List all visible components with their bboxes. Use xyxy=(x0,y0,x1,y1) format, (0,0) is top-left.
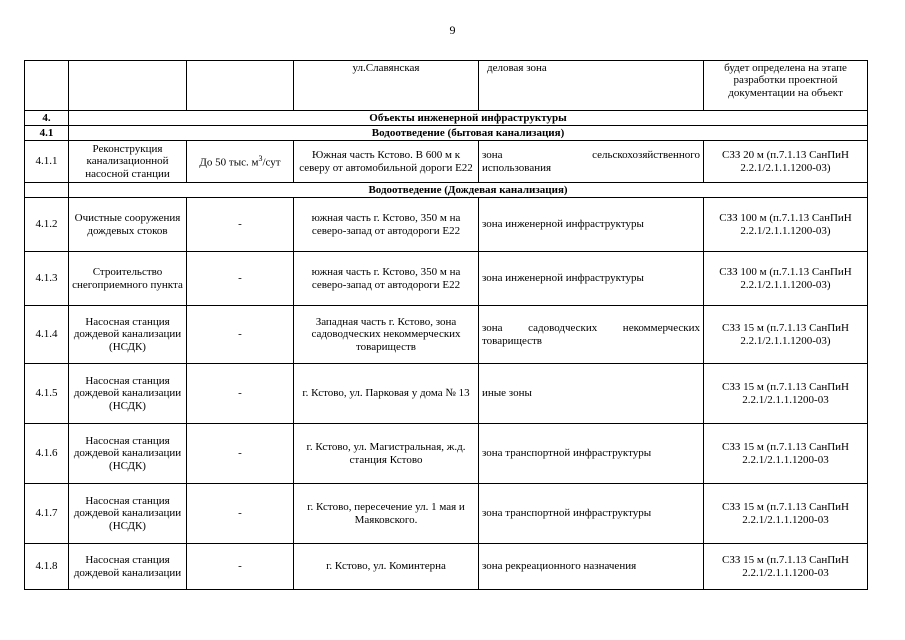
cell-location: г. Кстово, ул. Магистральная, ж.д. станция Кстово xyxy=(294,424,479,484)
cell-szz: СЗЗ 100 м (п.7.1.13 СанПиН 2.2.1/2.1.1.1200-03) xyxy=(704,198,868,252)
table-row xyxy=(25,364,868,424)
table-row xyxy=(25,306,868,364)
table-row xyxy=(25,141,868,183)
cell-location: Западная часть г. Кстово, зона садоводческих некоммерческих товариществ xyxy=(294,306,479,364)
cell-zone: зона садоводческих некоммерческих товариществ xyxy=(479,306,704,364)
cell-name: Насосная станция дождевой канализации (НСДК) xyxy=(69,306,187,364)
page-number: 9 xyxy=(449,23,456,37)
cell-name: Насосная станция дождевой канализации (НСДК) xyxy=(69,484,187,544)
cell-szz: СЗЗ 15 м (п.7.1.13 СанПиН 2.2.1/2.1.1.1200-03) xyxy=(704,306,868,364)
cell-capacity: - xyxy=(187,424,294,484)
cell-szz: будет определена на этапе разработки проектной документации на объект xyxy=(704,61,868,111)
cell-capacity: - xyxy=(187,306,294,364)
table-row xyxy=(25,484,868,544)
cell-location: южная часть г. Кстово, 350 м на северо-запад от автодороги Е22 xyxy=(294,198,479,252)
cell-szz: СЗЗ 100 м (п.7.1.13 СанПиН 2.2.1/2.1.1.1200-03) xyxy=(704,252,868,306)
cell-zone: зона транспортной инфраструктуры xyxy=(479,424,704,484)
cell-zone: зона рекреационного назначения xyxy=(479,544,704,590)
subheader-spacer xyxy=(25,183,69,198)
section-title: Объекты инженерной инфраструктуры xyxy=(69,111,868,126)
table-row xyxy=(25,544,868,590)
cell-szz: СЗЗ 15 м (п.7.1.13 СанПиН 2.2.1/2.1.1.1200-03 xyxy=(704,544,868,590)
cell-capacity: - xyxy=(187,544,294,590)
cell-location: южная часть г. Кстово, 350 м на северо-запад от автодороги Е22 xyxy=(294,252,479,306)
table-row xyxy=(25,252,868,306)
section-row xyxy=(25,111,868,126)
table-row xyxy=(25,198,868,252)
capacity-unit: /сут xyxy=(262,157,281,170)
cell-name: Насосная станция дождевой канализации (НСДК) xyxy=(69,364,187,424)
cell-name: Реконструкция канализационной насосной станции xyxy=(69,141,187,183)
table-row xyxy=(25,424,868,484)
cell-szz: СЗЗ 20 м (п.7.1.13 СанПиН 2.2.1/2.1.1.1200-03) xyxy=(704,141,868,183)
cell-capacity: - xyxy=(187,198,294,252)
cell-name: Насосная станция дождевой канализации xyxy=(69,544,187,590)
cell-name xyxy=(69,61,187,111)
table-row xyxy=(25,61,868,111)
cell-num: 4.1.5 xyxy=(25,364,69,424)
cell-szz: СЗЗ 15 м (п.7.1.13 СанПиН 2.2.1/2.1.1.1200-03 xyxy=(704,484,868,544)
cell-num xyxy=(25,61,69,111)
cell-capacity xyxy=(187,141,294,183)
cell-name: Строительство снегоприемного пункта xyxy=(69,252,187,306)
cell-num: 4.1.2 xyxy=(25,198,69,252)
cell-num: 4.1.7 xyxy=(25,484,69,544)
cell-location: г. Кстово, ул. Коминтерна xyxy=(294,544,479,590)
cell-zone: зона сельскохозяйственного использования xyxy=(479,141,704,183)
cell-num: 4.1.1 xyxy=(25,141,69,183)
capacity-exponent: 3 xyxy=(258,154,263,164)
cell-capacity xyxy=(187,61,294,111)
cell-name: Насосная станция дождевой канализации (НСДК) xyxy=(69,424,187,484)
infrastructure-table xyxy=(24,60,868,590)
cell-num: 4.1.6 xyxy=(25,424,69,484)
cell-location: Южная часть Кстово. В 600 м к северу от автомобильной дороги Е22 xyxy=(294,141,479,183)
cell-num: 4.1.8 xyxy=(25,544,69,590)
cell-zone: деловая зона xyxy=(479,61,704,111)
cell-name: Очистные сооружения дождевых стоков xyxy=(69,198,187,252)
subheader-rain: Водоотведение (Дождевая канализация) xyxy=(69,183,868,198)
subheader-row xyxy=(25,183,868,198)
cell-location: г. Кстово, пересечение ул. 1 мая и Маяковского. xyxy=(294,484,479,544)
subsection-number: 4.1 xyxy=(25,126,69,141)
cell-zone: зона инженерной инфраструктуры xyxy=(479,252,704,306)
subsection-row xyxy=(25,126,868,141)
cell-capacity: - xyxy=(187,484,294,544)
cell-zone: зона транспортной инфраструктуры xyxy=(479,484,704,544)
cell-capacity: - xyxy=(187,252,294,306)
capacity-value: До 50 тыс. м xyxy=(199,157,259,170)
cell-zone: иные зоны xyxy=(479,364,704,424)
cell-szz: СЗЗ 15 м (п.7.1.13 СанПиН 2.2.1/2.1.1.1200-03 xyxy=(704,364,868,424)
cell-location: ул.Славянская xyxy=(294,61,479,111)
section-number: 4. xyxy=(25,111,69,126)
cell-location: г. Кстово, ул. Парковая у дома № 13 xyxy=(294,364,479,424)
cell-zone: зона инженерной инфраструктуры xyxy=(479,198,704,252)
subsection-title: Водоотведение (бытовая канализация) xyxy=(69,126,868,141)
cell-capacity: - xyxy=(187,364,294,424)
cell-szz: СЗЗ 15 м (п.7.1.13 СанПиН 2.2.1/2.1.1.1200-03 xyxy=(704,424,868,484)
cell-num: 4.1.3 xyxy=(25,252,69,306)
cell-num: 4.1.4 xyxy=(25,306,69,364)
